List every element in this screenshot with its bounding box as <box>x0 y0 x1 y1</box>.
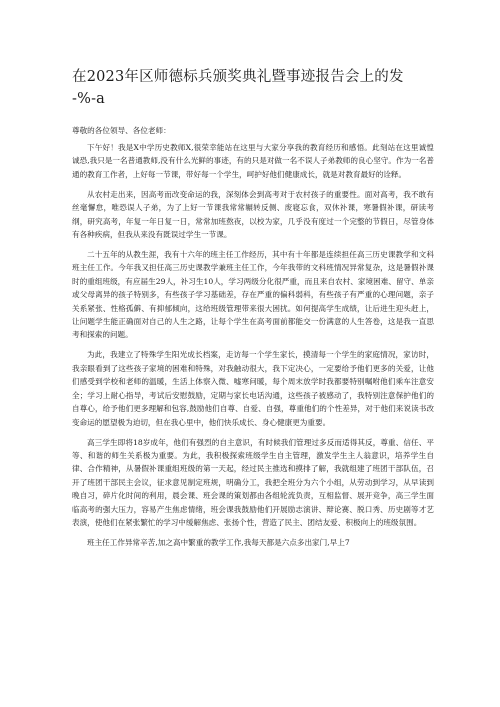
paragraph-1: 下午好！我是X中学历史教师X,很荣幸能站在这里与大家分享我的教育经历和感悟。此刻站在这里诚惶诚恐,我只是一名普通教师,没有什么光鲜的事迹，有的只是对做一名不误人子弟教师的良心坚守。作为一名普通的教育工作者，上好每一节课，带好每一个学生，呵护好他们健康成长，就是对教育最好的诠释。 <box>72 143 434 179</box>
body-text <box>72 141 434 556</box>
paragraph-3: 二十五年的从教生涯，我有十六年的班主任工作经历，其中有十年都是连续担任高三历史课教学和文科班主任工作。今年我又担任高三历史课教学兼班主任工作，今年我带的文科班情况异常复杂，这是暑假补课时的重组班级，有应届生29人，补习生10人，学习两级分化很严重，而且来自农村、家境困难、留守、单亲或父母离异的孩子特别多，有些孩子学习基础差，存在严重的偏科弱科，有些孩子有严重的心理问题，亲子关系紧张、性格孤僻、有抑郁倾向，这给班级管理带来很大困扰。如何提高学生成绩，让后进生迎头赶上，让问题学生能正确面对自己的人生之路，让每个学生在高考面前都能交一份满意的人生答卷，这是我一直思考和探索的问题。 <box>72 250 434 340</box>
paragraph-4: 为此，我建立了特殊学生阳光成长档案，走访每一个学生家长，摸清每一个学生的家庭情况，家访时，我亲眼看到了这些孩子家境的困难和特殊，对我触动很大，我下定决心，一定要给予他们更多的关爱，让他们感受到学校和老师的温暖，生活上体察入微、嘘寒问暖，每个周末放学时我都要特别嘱咐他们乘车注意安全；学习上耐心指导，考试后安慰鼓励，定期与家长电话沟通，这些孩子被感动了，我特别注意保护他们的自尊心，给予他们更多理解和包容,鼓励他们自尊、自爱、自强，尊重他们的个性差异，对于他们来说读书改变命运的愿望极为迫切，但在我心里中，他们快乐成长、身心健康更为重要。 <box>72 350 434 427</box>
title-line-1: 在2023年区师德标兵颁奖典礼暨事迹报告会上的发 <box>72 69 404 85</box>
paragraph-2: 从农村走出来，因高考而改变命运的我，深刻体会到高考对于农村孩子的重要性。面对高考，我不敢有丝毫懈怠，唯恐误人子弟，为了上好一节课我常常辗转反侧、废寝忘食，双休补课，寒暑假补课，研读考纲，研究高考，年复一年日复一日，常常加班熬夜，以校为家，几乎没有度过一个完整的节假日，尽管身体有各种疾病，但我从来没有既误过学生一节课。 <box>72 189 434 240</box>
title-line-2: -%-a <box>72 91 106 107</box>
paragraph-6: 班主任工作异常辛苦,加之高中繁重的教学工作,我每天都是六点多出家门,早上7 <box>87 537 350 547</box>
paragraph-5: 高三学生即将18岁成年，他们有强烈的自主意识，有时候我们管理过多反而适得其反，尊重、信任、平等、和谐的师生关系极为重要。为此，我积极探索班级学生自主管理，激发学生主人翁意识，培养学生自律、合作精神，从暑假补课重组班级的第一天起，经过民主推选和摸排了解，我就组建了班团干部队伍，召开了班团干部民主会议，征求意见制定班规，明确分工，我把全班分为六个小组，从劳动到学习，从早读到晚自习，碎片化时间的利用，晨会课、班会课的策划都由各组轮流负责，互相监督、展开竞争，高三学生面临高考的强大压力，容易产生焦虑情绪，班会课我鼓励他们开展励志演讲、辩论赛、脱口秀、历史剧等才艺表演，使他们在紧张繁忙的学习中缓解焦虑、张扬个性，营造了民主、团结友爱、积极向上的班级氛围。 <box>72 437 434 527</box>
salutation: 尊敬的各位领导、各位老师： <box>72 126 171 135</box>
document-title <box>72 66 432 110</box>
